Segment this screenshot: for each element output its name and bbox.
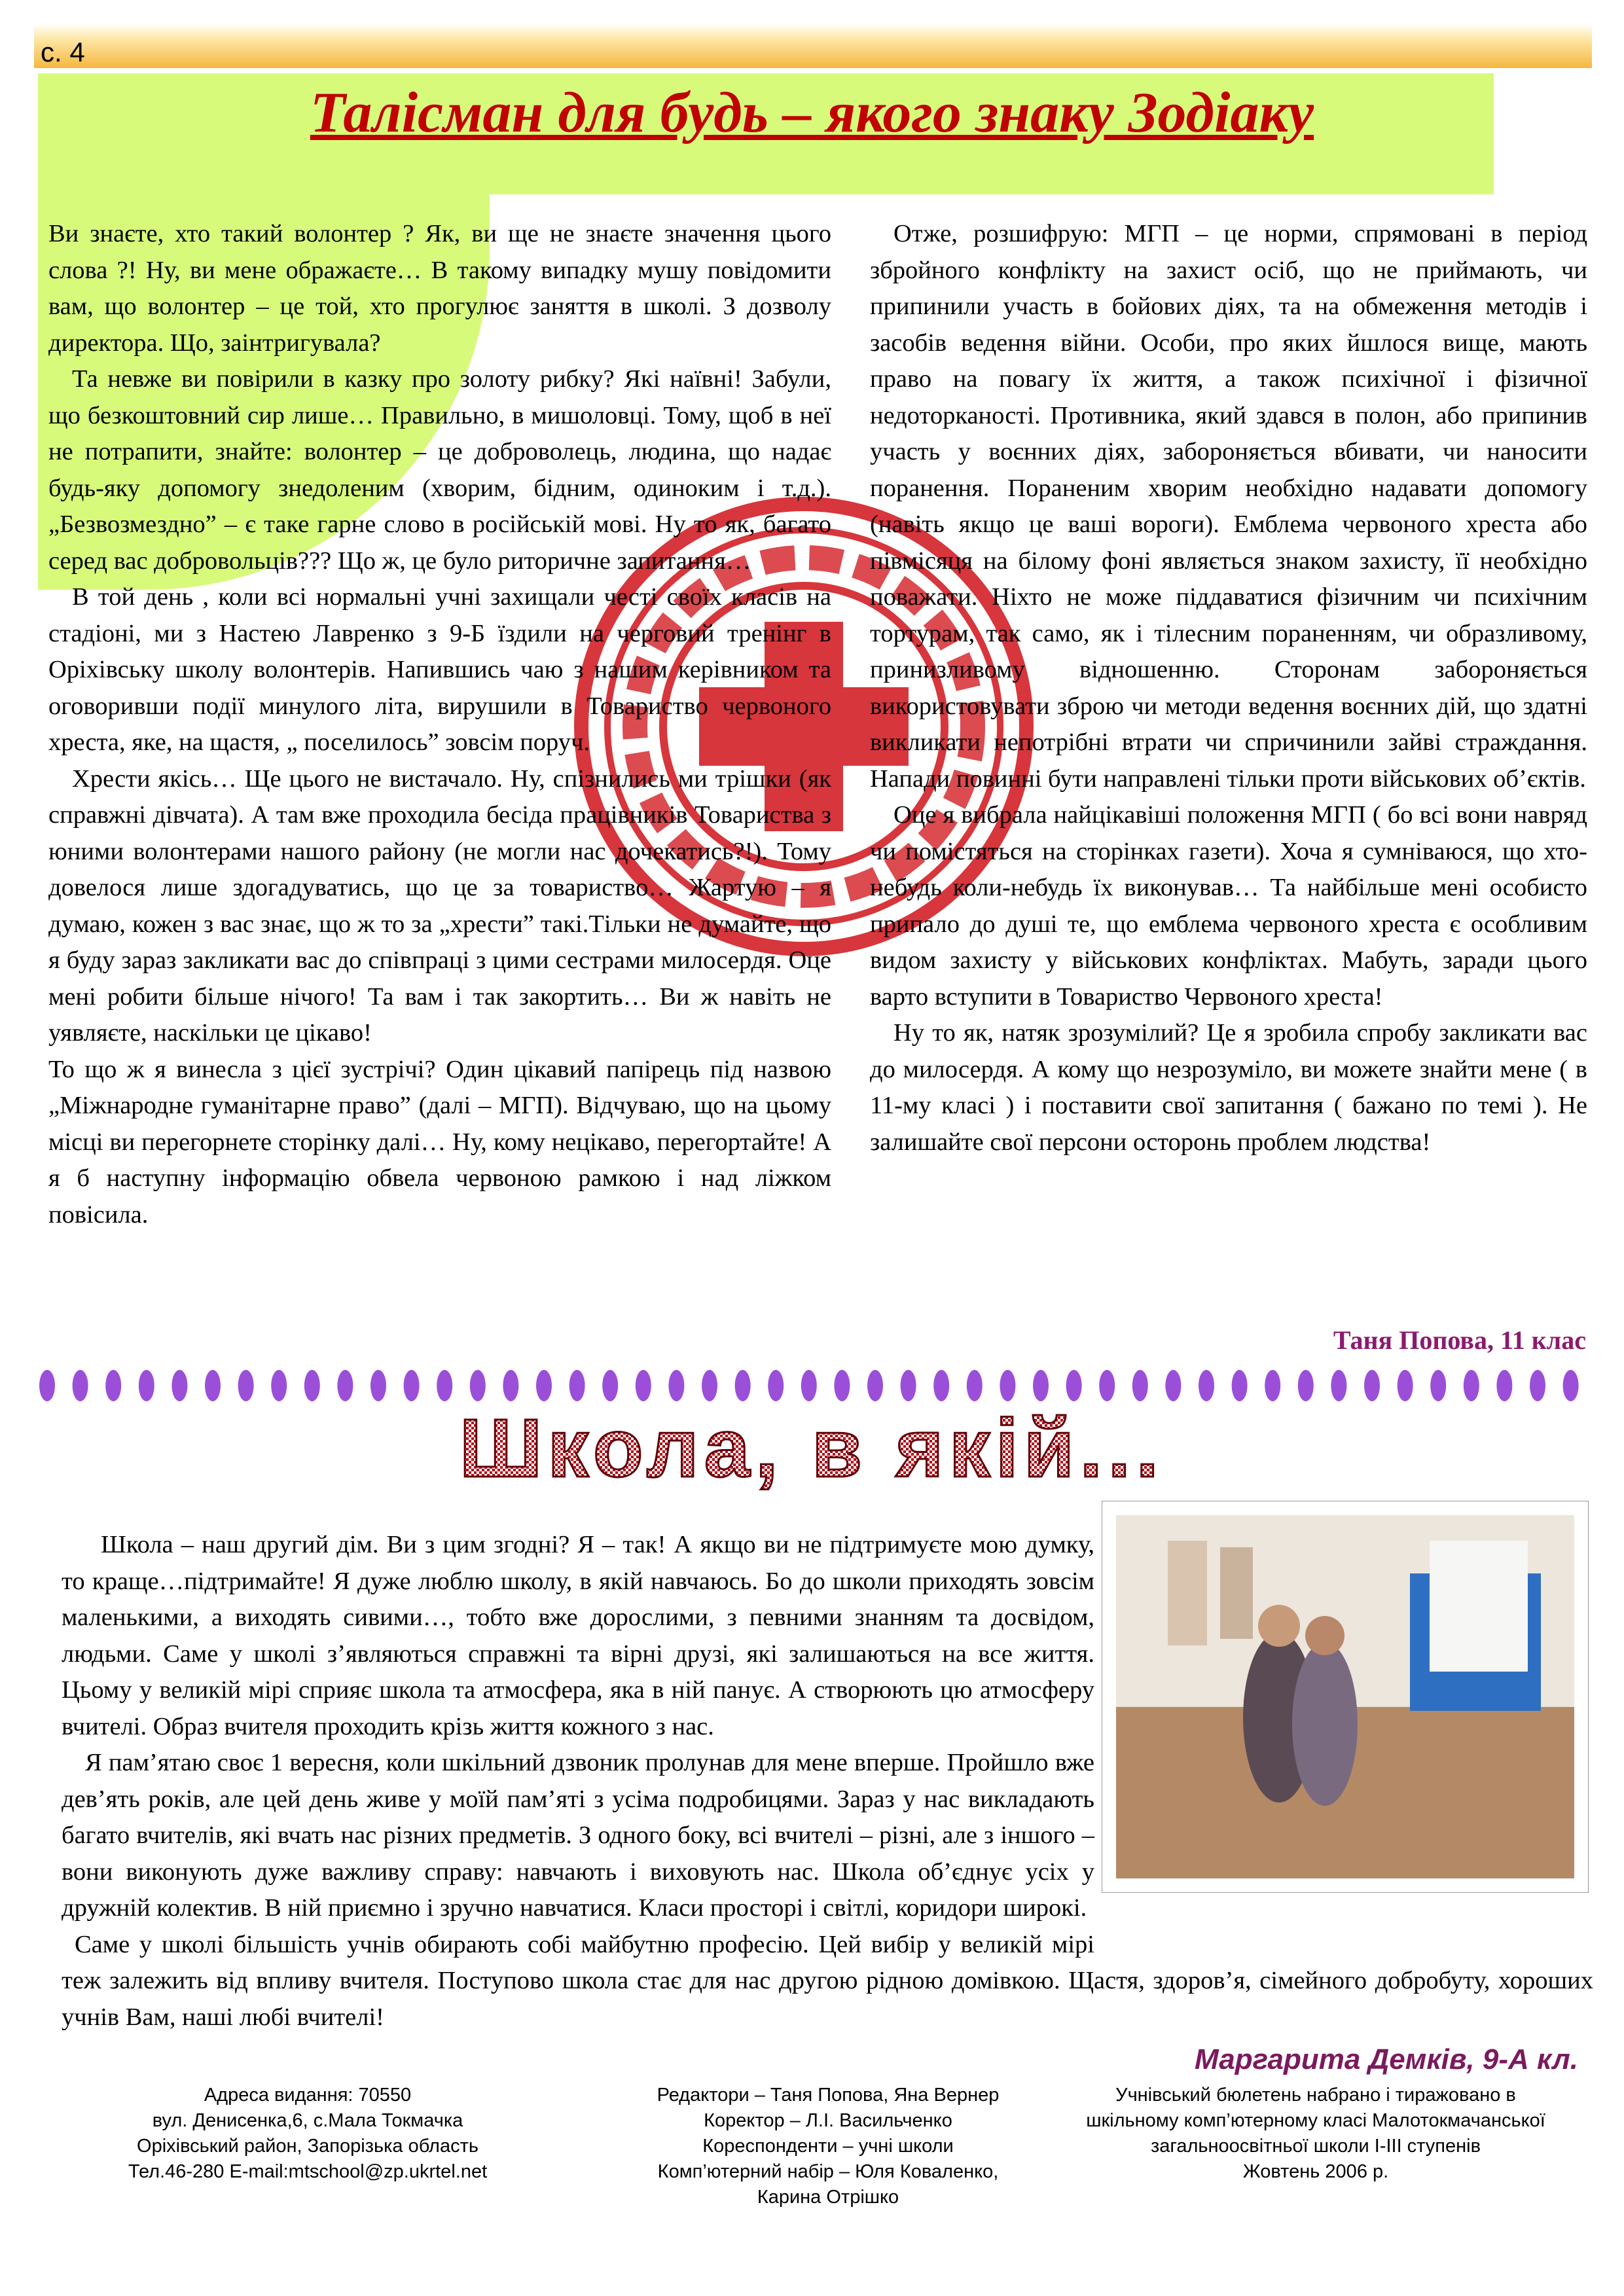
divider-dot [1000,1370,1015,1401]
divider-dot [1464,1370,1479,1401]
divider-dot [1066,1370,1082,1401]
divider-dot [370,1370,386,1401]
divider-dot [1331,1370,1346,1401]
divider-dot [404,1370,420,1401]
divider-dot [536,1370,552,1401]
divider-dot [470,1370,486,1401]
article1-paragraph: Та невже ви повірили в казку про золоту рибку? Які наївні! Забули, що безкоштовний сир лише… Правильно, в мишоловці. Тому, щоб в неї не потрапити, знайте: волонтер – це доброволець, людина, що надає будь-яку допомогу знедоленим (хворим, бідним, одиноким і т.д.). „Безвозмездно” – є таке гарне слово в російській мові. Ну то як, багато серед вас добровольців??? Що ж, це було риторичне запитання… [48,365,831,575]
article2-paragraph: Саме у школі більшість учнів обирають собі майбутню професію. Цей вибір у великій мірі теж залежить від впливу вчителя. Поступово школа стає для нас другою рідною домівкою. Щастя, здоров’я, сімейного добробуту, хороших учнів Вам, наші любі вчителі! [62,1930,1593,2031]
article1-right-column [870,216,1587,1160]
divider-dot [735,1370,751,1401]
divider-dot [1265,1370,1280,1401]
divider-dot [1364,1370,1380,1401]
divider-dot [1430,1370,1446,1401]
divider-dot [39,1370,55,1401]
article1-paragraph: В той день , коли всі нормальні учні захищали честі своїх класів на стадіоні, ми з Настею Лавренко з 9-Б їздили на черговий тренінг в Оріхівську школу волонтерів. Напившись чаю з нашим керівником та оговоривши події минулого літа, вирушили в Товариство червоного хреста, яке, на щастя, „ поселилось” зовсім поруч. [48,583,831,756]
divider-dot [1165,1370,1181,1401]
article1-paragraph: Оце я вибрала найцікавіші положення МГП ( бо всі вони навряд чи помістяться на сторінках газети). Хоча я сумніваюся, що хто-небудь коли-небудь їх виконував… Та найбільше мені особисто припало до душі те, що емблема червоного хреста є особливим видом захисту у військових конфліктах. Мабуть, заради цього варто вступити в Товариство Червоного хреста! [870,801,1587,1011]
divider-dot [304,1370,320,1401]
footer-line: Адреса видання: 70550 [204,2085,412,2106]
page-number: с. 4 [41,37,85,67]
article1-title: Талісман для будь – якого знаку Зодіаку [310,81,1314,145]
article2-title-text: Школа, в якій... [459,1406,1164,1491]
divider-dot [238,1370,254,1401]
divider-dot [569,1370,585,1401]
divider-dot [602,1370,618,1401]
divider-dot [801,1370,817,1401]
divider-dot [1298,1370,1314,1401]
divider-dot [1496,1370,1512,1401]
divider-dot [271,1370,287,1401]
article1-paragraph: Ви знаєте, хто такий волонтер ? Як, ви ще не знаєте значення цього слова ?! Ну, ви мене ображаєте… В такому випадку мушу повідомити вам, що волонтер – це той, хто прогулює заняття в школі. З дозволу директора. Що, заінтригувала? [48,220,831,357]
footer-line: шкільному комп’ютерному класі Малотокмачанської [1086,2110,1545,2131]
article2-byline: Маргарита Демків, 9-А кл. [1195,2043,1578,2075]
footer-address [111,2083,504,2185]
divider-dot [503,1370,518,1401]
article1-paragraph: Хрести якісь… Ще цього не вистачало. Ну, спізнились ми трішки (як справжні дівчата). А там вже проходила бесіда працівників Товариства з юними волонтерами нашого району (не могли нас дочекатись?!). Тому довелося лише здогадуватись, що це за товариство… Жартую – я думаю, кожен з вас знає, що ж то за „хрести” такі.Тільки не думайте, що я буду зараз закликати вас до співпраці з цими сестрами милосердя. Оце мені робити більше нічого! Та вам і так закортить… Ви ж навіть не уявляєте, наскільки це цікаво! [48,764,831,1047]
footer-line: Оріхівський район, Запорізька область [137,2136,478,2157]
top-gradient-bar [34,24,1592,68]
article1-paragraph: То що ж я винесла з цієї зустрічі? Один цікавий папірець під назвою „Міжнародне гуманітарне право” (далі – МГП). Відчуваю, що на цьому місці ви перегорнете сторінку далі… Ну, кому нецікаво, перегортайте! А я б наступну інформацію обвела червоною рамкою і над ліжком повісила. [48,1055,831,1229]
article1-byline: Таня Попова, 11 клас [1333,1325,1586,1355]
footer-line: Комп’ютерний набір – Юля Коваленко, [657,2161,999,2182]
footer-editors [592,2083,1064,2210]
divider-dot [73,1370,88,1401]
article2-paragraph: Школа – наш другий дім. Ви з цим згодні? Я – так! А якщо ви не підтримуєте мою думку, то краще…підтримайте! Я дуже люблю школу, в якій навчаюсь. Бо до школи приходять зовсім маленькими, а виходять сивими…, тобто вже дорослими, з певними знанням та досвідом, людьми. Саме у школі з’являються справжні та вірні друзі, які залишаються на все життя. Цьому у великій мірі сприяє школа та атмосфера, яка в ній панує. А створюють цю атмосферу вчителі. Образ вчителя проходить крізь життя кожного з нас. [62,1531,1094,1740]
divider-dot [901,1370,916,1401]
divider-dot [139,1370,154,1401]
divider-dot [1033,1370,1049,1401]
divider-dot [1199,1370,1214,1401]
divider-dot [1563,1370,1579,1401]
divider-dot [1530,1370,1545,1401]
footer-line: загальноосвітньої школи І-ІІІ ступенів [1151,2136,1481,2157]
divider-dot [437,1370,452,1401]
article2-title [0,1406,1624,1491]
footer-line: Жовтень 2006 р. [1242,2161,1389,2182]
divider-dot [967,1370,983,1401]
divider-dot [668,1370,684,1401]
footer-line: Тел.46-280 E-mail:mtschool@zp.ukrtel.net [128,2161,488,2182]
article1-left-column [48,216,831,1233]
divider-dot [834,1370,850,1401]
footer-line: вул. Денисенка,6, с.Мала Токмачка [152,2110,463,2131]
divider-dot [105,1370,121,1401]
footer-line: Коректор – Л.І. Васильченко [704,2110,952,2131]
article1-paragraph: Отже, розшифрую: МГП – це норми, спрямовані в період збройного конфлікту на захист осіб, що не приймають, чи припинили участь в бойових діях, та на обмеження методів і засобів ведення війни. Особи, про яких йшлося вище, мають право на повагу їх життя, а також психічної і фізичної недоторканості. Противника, який здався в полон, або припинив участь у воєнних діях, забороняється вбивати, чи наносити поранення. Пораненим хворим необхідно надавати допомогу (навіть якщо це ваші вороги). Емблема червоного хреста або півмісяця на білому фоні являється знаком захисту, її необхідно поважати. Ніхто не може піддаватися фізичним чи психічним тортурам, так само, як і тілесним пораненням, чи образливому, принизливому відношенню. Сторонам забороняється використовувати зброю чи методи ведення воєнних дій, що здатні викликати непотрібні втрати чи спричинили зайві страждання. Напади повинні бути направлені тільки проти військових об’єктів. [870,220,1587,793]
divider-dot [205,1370,221,1401]
article2-paragraph: Я пам’ятаю своє 1 вересня, коли шкільний дзвоник пролунав для мене вперше. Пройшло вже дев’ять років, але цей день живе у моїй пам’яті з усіма подробицями. Зараз у нас викладають багато вчителів, які вчать нас різних предметів. З одного боку, всі вчителі – різні, але з іншого – вони виконують дуже важливу справу: навчають і виховують нас. Школа об’єднує усіх у дружній колектив. В ній приємно і зручно навчатися. Класи просторі і світлі, коридори широкі. [62,1749,1094,1922]
article1-paragraph: Ну то як, натяк зрозумілий? Це я зробила спробу закликати вас до милосердя. А кому що незрозуміло, ви можете знайти мене ( в 11-му класі ) і поставити свої запитання ( бажано по темі ). Не залишайте свої персони осторонь проблем людства! [870,1019,1587,1156]
divider-dot [867,1370,883,1401]
dotted-divider [31,1363,1589,1408]
divider-dot [702,1370,717,1401]
divider-dot [1232,1370,1248,1401]
divider-dot [933,1370,949,1401]
footer-line: Кореспонденти – учні школи [702,2136,954,2157]
divider-dot [1398,1370,1413,1401]
divider-dot [171,1370,187,1401]
divider-dot [768,1370,784,1401]
divider-dot [337,1370,353,1401]
divider-dot [1132,1370,1148,1401]
footer-line: Редактори – Таня Попова, Яна Вернер [657,2085,1000,2106]
divider-dot [1099,1370,1115,1401]
footer-line: Карина Отрішко [757,2187,899,2208]
article2-body [62,1527,1593,2036]
footer-publisher [1047,2083,1584,2185]
divider-dot [636,1370,651,1401]
footer-line: Учнівський бюлетень набрано і тиражовано в [1115,2085,1516,2106]
